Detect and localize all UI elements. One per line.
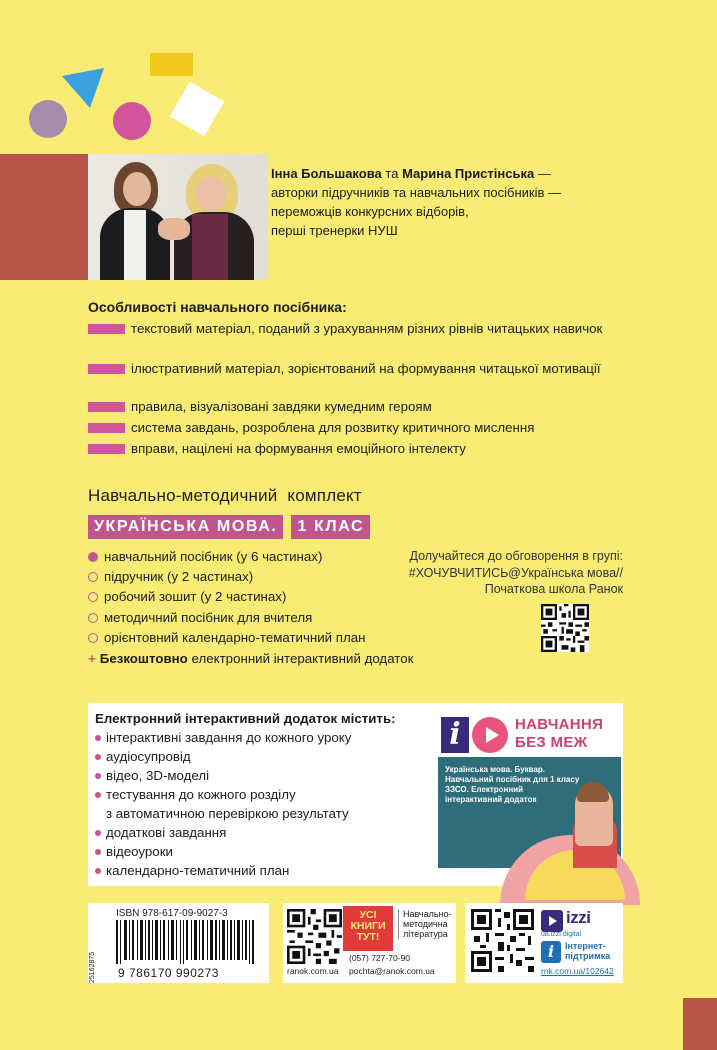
feature-item: [88, 398, 628, 416]
info-icon: i: [441, 717, 469, 753]
barcode: [116, 920, 256, 969]
feature-bullet: [88, 423, 125, 433]
interactive-item-text: інтерактивні завдання до кожного уроку: [106, 730, 352, 745]
feature-text: текстовий матеріал, поданий з урахуванням різних рівнів читацьких навичок: [131, 321, 603, 336]
circle-icon: [88, 572, 98, 582]
bullet-icon: [95, 735, 101, 741]
kit-title: Навчально-методичний комплект: [88, 486, 362, 505]
interactive-item: [95, 824, 226, 841]
nbm-line-1: НАВЧАННЯ: [515, 716, 604, 733]
feature-item: [88, 440, 628, 458]
feature-bullet: [88, 444, 125, 454]
izzi-brand: izzi: [566, 908, 591, 927]
authors-line-4: перші тренерки НУШ: [271, 223, 398, 238]
circle-icon: [88, 633, 98, 643]
feature-text: вправи, націлені на формування емоційного інтелекту: [131, 441, 466, 456]
author-name-2: Марина Пристінська: [402, 166, 535, 181]
decorative-corner-bar: [683, 998, 717, 1050]
features-title: Особливості навчального посібника:: [88, 299, 347, 315]
bullet-icon: [95, 868, 101, 874]
authors-conj: та: [385, 166, 399, 181]
barcode-vertical-number: 25162875: [89, 951, 96, 983]
authors-photo: [88, 154, 268, 280]
izzi-url[interactable]: ua.izzi.digital: [541, 931, 582, 938]
decorative-diamond-white: [170, 82, 225, 137]
kit-bonus-text: електронний інтерактивний додаток: [191, 651, 414, 666]
authors-line-3: переможців конкурсних відборів,: [271, 204, 469, 219]
all-books-badge: УСІ КНИГИ ТУТ!: [343, 906, 393, 951]
email-address[interactable]: pochta@ranok.com.ua: [349, 966, 435, 976]
support-qr-code[interactable]: [471, 909, 534, 972]
kit-banner-grade: 1 КЛАС: [291, 515, 370, 539]
feature-bullet: [88, 324, 125, 334]
kit-bonus-bold: Безкоштовно: [99, 651, 188, 666]
interactive-item: [95, 862, 289, 879]
interactive-item-text: календарно-тематичний план: [106, 863, 290, 878]
internet-support-label: Інтернет-підтримка: [565, 941, 611, 961]
bullet-icon: [95, 754, 101, 760]
circle-icon: [88, 592, 98, 602]
interactive-item-text: відео, 3D-моделі: [106, 768, 210, 783]
filled-circle-icon: [88, 552, 98, 562]
nbm-line-2: БЕЗ МЕЖ: [515, 734, 588, 751]
circle-icon: [88, 613, 98, 623]
interactive-item-text: аудіосупровід: [106, 749, 191, 764]
phone-number: (057) 727-70-90: [349, 953, 410, 963]
bullet-icon: [95, 849, 101, 855]
interactive-item: [95, 786, 296, 803]
decorative-side-bar: [0, 154, 88, 280]
interactive-item: [95, 767, 209, 784]
support-url[interactable]: rnk.com.ua/102642: [541, 966, 614, 976]
literature-label: Навчально-методична література: [398, 909, 458, 939]
ranok-qr-code[interactable]: [287, 909, 342, 964]
author-name-1: Інна Большакова: [271, 166, 382, 181]
ranok-url[interactable]: ranok.com.ua: [287, 966, 339, 976]
feature-item: [88, 320, 628, 338]
play-icon: [472, 717, 508, 753]
book-cover-title: Українська мова. Буквар. Навчальний посібник для 1 класу ЗЗСО. Електронний інтерактивний додаток: [445, 765, 580, 804]
bullet-icon: [95, 773, 101, 779]
kit-item-text: методичний посібник для вчителя: [104, 610, 313, 625]
plus-icon: +: [88, 651, 96, 666]
kit-item: [88, 568, 253, 585]
feature-text: ілюстративний матеріал, зорієнтований на формування читацької мотивації: [131, 361, 601, 376]
feature-text: правила, візуалізовані завдяки кумедним героям: [131, 399, 432, 414]
group-qr-code[interactable]: [541, 604, 589, 652]
decorative-triangle-blue: [62, 68, 106, 110]
kit-banner-subject: УКРАЇНСЬКА МОВА.: [88, 515, 283, 539]
interactive-item-text: додаткові завдання: [106, 825, 227, 840]
isbn-label: ISBN 978-617-09-9027-3: [116, 908, 228, 919]
interactive-item-text: з автоматичною перевіркою результату: [106, 806, 349, 821]
barcode-number: 9 786170 990273: [118, 966, 219, 980]
kit-bonus: [88, 651, 413, 666]
kit-item-text: робочий зошит (у 2 частинах): [104, 589, 287, 604]
feature-bullet: [88, 402, 125, 412]
decorative-circle-pink: [113, 102, 151, 140]
izzi-logo-icon: [541, 910, 563, 932]
kit-item-text: навчальний посібник (у 6 частинах): [104, 549, 323, 564]
authors-description: [271, 164, 691, 240]
feature-item: [88, 360, 628, 378]
interactive-item: [95, 843, 173, 860]
kit-item: [88, 548, 322, 565]
kit-item: [88, 588, 286, 605]
bullet-icon: [95, 792, 101, 798]
decorative-rect-yellow: [150, 53, 193, 76]
interactive-item-continued: [95, 805, 349, 822]
kit-item-text: орієнтовний календарно-тематичний план: [104, 630, 366, 645]
kit-item-text: підручник (у 2 частинах): [104, 569, 254, 584]
nbm-slogan: [515, 716, 625, 752]
kit-item: [88, 629, 366, 646]
kit-item: [88, 609, 312, 626]
group-note: Долучайтеся до обговорення в групі: #ХОЧУВЧИТИСЬ@Українська мова// Початкова школа Ранок: [408, 549, 623, 596]
interactive-item: [95, 729, 351, 746]
interactive-item-text: відеоуроки: [106, 844, 173, 859]
feature-item: [88, 419, 628, 437]
interactive-item-text: тестування до кожного розділу: [106, 787, 296, 802]
authors-line-2: авторки підручників та навчальних посібників —: [271, 185, 562, 200]
bullet-icon: [95, 830, 101, 836]
authors-dash: —: [537, 166, 551, 181]
feature-bullet: [88, 364, 125, 374]
interactive-item: [95, 748, 191, 765]
kit-banner: [88, 515, 370, 539]
info-icon: i: [541, 941, 561, 963]
feature-text: система завдань, розроблена для розвитку критичного мислення: [131, 420, 535, 435]
interactive-title: Електронний інтерактивний додаток містить:: [95, 711, 396, 726]
